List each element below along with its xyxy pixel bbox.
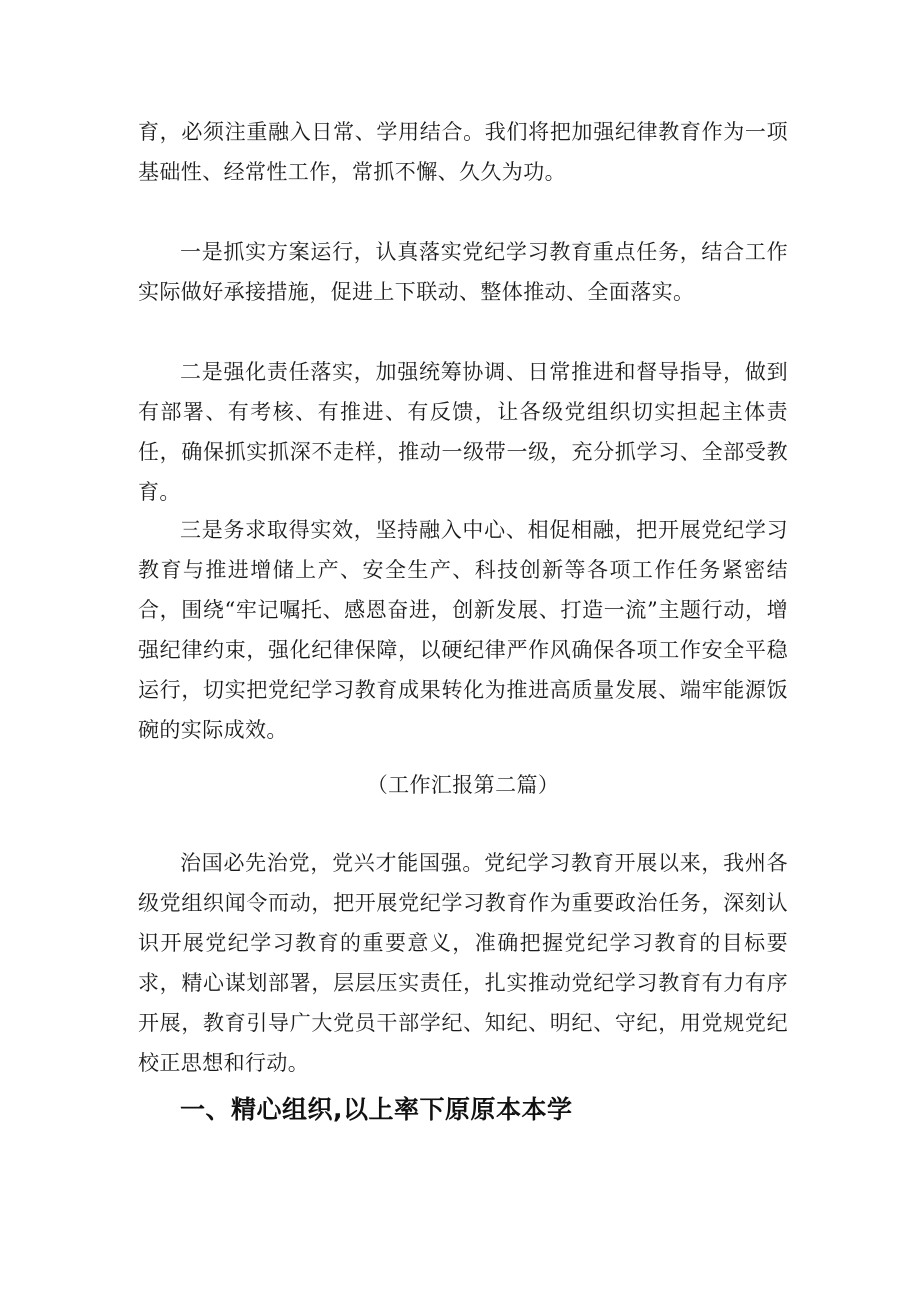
heading-one: 一、精心组织,以上率下原原本本学: [180, 1095, 573, 1124]
intro-paragraph: 治国必先治党，党兴才能国强。党纪学习教育开展以来，我州各级党组织闻令而动，把开展党纪学习教育作为重要政治任务，深刻认识开展党纪学习教育的重要意义，准确把握党纪学习教育的目标要求，精心谋划部署，层层压实责任，扎实推动党纪学习教育有力有序开展，教育引导广大党员干部学纪、知纪、明纪、守纪，用党规党纪校正思想和行动。: [138, 851, 788, 1075]
paragraph-point-three: 三是务求取得实效，坚持融入中心、相促相融，把开展党纪学习教育与推进增储上产、安全生产、科技创新等各项工作任务紧密结合，围绕“牢记嘱托、感恩奋进，创新发展、打造一流”主题行动，增强纪律约束，强化纪律保障，以硬纪律严作风确保各项工作安全平稳运行，切实把党纪学习教育成果转化为推进高质量发展、端牢能源饭碗的实际成效。: [138, 518, 788, 742]
paragraph-point-two: 二是强化责任落实，加强统筹协调、日常推进和督导指导，做到有部署、有考核、有推进、有反馈，让各级党组织切实担起主体责任，确保抓实抓深不走样，推动一级带一级，充分抓学习、全部受教育。: [138, 360, 788, 504]
paragraph-continuation: 育，必须注重融入日常、学用结合。我们将把加强纪律教育作为一项基础性、经常性工作，常抓不懈、久久为功。: [138, 120, 788, 184]
section-title: （工作汇报第二篇）: [366, 773, 560, 797]
paragraph-point-one: 一是抓实方案运行，认真落实党纪学习教育重点任务，结合工作实际做好承接措施，促进上下联动、整体推动、全面落实。: [138, 240, 788, 304]
